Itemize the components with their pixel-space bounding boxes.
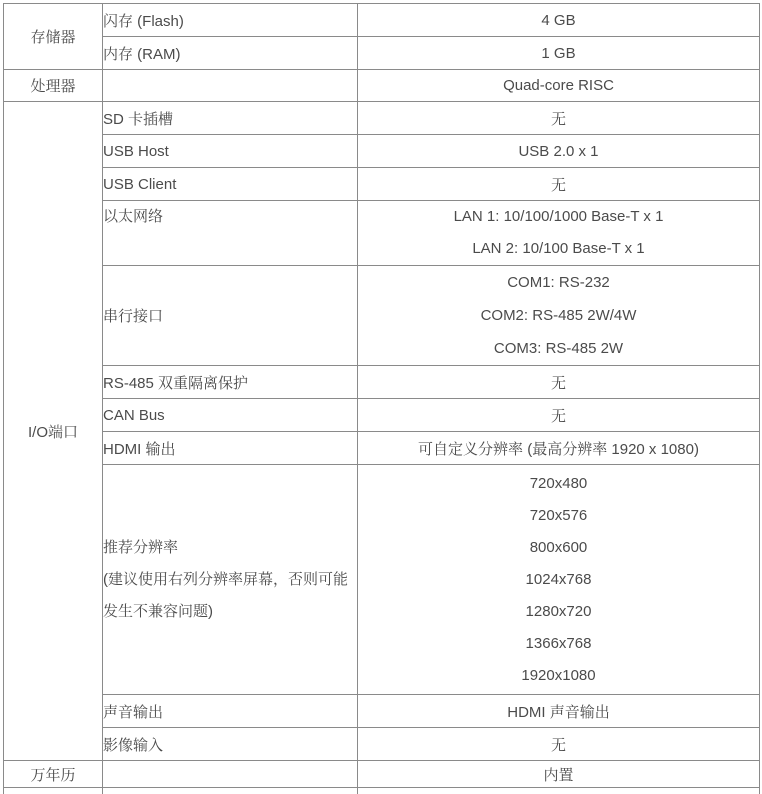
partial-cell-category: [4, 788, 103, 794]
value-line-res-720x576: 720x576: [529, 506, 588, 524]
value-cell-processor: Quad-core RISC: [358, 70, 760, 102]
row-serial: [4, 266, 760, 366]
item-line-resolution-title: 推荐分辨率: [103, 538, 179, 556]
value-line-res-1280x720: 1280x720: [525, 602, 592, 620]
item-cell-can-bus: CAN Bus: [103, 399, 358, 432]
value-line-res-1920x1080: 1920x1080: [521, 666, 596, 684]
item-cell-processor: [103, 70, 358, 102]
category-cell-io: I/O端口: [4, 102, 103, 761]
value-line-res-1024x768: 1024x768: [525, 570, 592, 588]
value-cell-calendar: 内置: [358, 761, 760, 788]
value-cell-video-in: 无: [358, 728, 760, 761]
item-cell-usb-client: USB Client: [103, 168, 358, 201]
value-cell-ethernet: [358, 201, 760, 266]
row-hdmi-out: [4, 432, 760, 465]
row-recommended-resolution: [4, 465, 760, 695]
item-cell-audio-out: 声音输出: [103, 695, 358, 728]
category-cell-storage: 存储器: [4, 4, 103, 70]
row-usb-host: [4, 135, 760, 168]
partial-cell-item: [103, 788, 358, 794]
item-cell-usb-host: USB Host: [103, 135, 358, 168]
item-cell-recommended-resolution: [103, 465, 358, 695]
item-cell-serial: 串行接口: [103, 266, 358, 366]
item-line-resolution-note-1: (建议使用右列分辨率屏幕，否则可能: [103, 570, 348, 588]
value-cell-can-bus: 无: [358, 399, 760, 432]
row-ethernet: [4, 201, 760, 266]
value-cell-usb-client: 无: [358, 168, 760, 201]
row-sd-slot: [4, 102, 760, 135]
value-line-res-800x600: 800x600: [529, 538, 588, 556]
row-ram: [4, 37, 760, 70]
value-cell-sd-slot: 无: [358, 102, 760, 135]
value-cell-recommended-resolution: [358, 465, 760, 695]
value-cell-ram: 1 GB: [358, 37, 760, 70]
item-cell-ethernet: [103, 201, 358, 266]
category-cell-calendar: 万年历: [4, 761, 103, 788]
value-cell-serial: [358, 266, 760, 366]
row-processor: [4, 70, 760, 102]
category-cell-processor: 处理器: [4, 70, 103, 102]
value-line-res-720x480: 720x480: [529, 474, 588, 492]
row-audio-out: [4, 695, 760, 728]
value-line-res-1366x768: 1366x768: [525, 634, 592, 652]
value-cell-flash: 4 GB: [358, 4, 760, 37]
item-cell-video-in: 影像输入: [103, 728, 358, 761]
item-cell-sd-slot: SD 卡插槽: [103, 102, 358, 135]
value-line-com3: COM3: RS-485 2W: [493, 340, 624, 357]
row-rs485-isolation: [4, 366, 760, 399]
row-can-bus: [4, 399, 760, 432]
value-line-com2: COM2: RS-485 2W/4W: [480, 307, 637, 324]
item-line-resolution-note-2: 发生不兼容问题): [103, 602, 213, 620]
item-cell-hdmi-out: HDMI 输出: [103, 432, 358, 465]
partial-cell-value: [358, 788, 760, 794]
item-cell-flash: 闪存 (Flash): [103, 4, 358, 37]
value-line-com1: COM1: RS-232: [507, 274, 610, 291]
row-calendar: [4, 761, 760, 788]
value-line-lan2: LAN 2: 10/100 Base-T x 1: [472, 240, 645, 257]
value-cell-audio-out: HDMI 声音输出: [358, 695, 760, 728]
spec-table: [3, 3, 760, 794]
row-usb-client: [4, 168, 760, 201]
row-video-in: [4, 728, 760, 761]
item-cell-rs485-isolation: RS-485 双重隔离保护: [103, 366, 358, 399]
item-cell-calendar: [103, 761, 358, 788]
row-partial-cutoff: [4, 788, 760, 794]
item-label-ethernet: 以太网络: [103, 208, 164, 225]
value-cell-rs485-isolation: 无: [358, 366, 760, 399]
value-line-lan1: LAN 1: 10/100/1000 Base-T x 1: [453, 208, 664, 225]
item-cell-ram: 内存 (RAM): [103, 37, 358, 70]
value-cell-usb-host: USB 2.0 x 1: [358, 135, 760, 168]
value-cell-hdmi-out: 可自定义分辨率 (最高分辨率 1920 x 1080): [358, 432, 760, 465]
row-flash: [4, 4, 760, 37]
